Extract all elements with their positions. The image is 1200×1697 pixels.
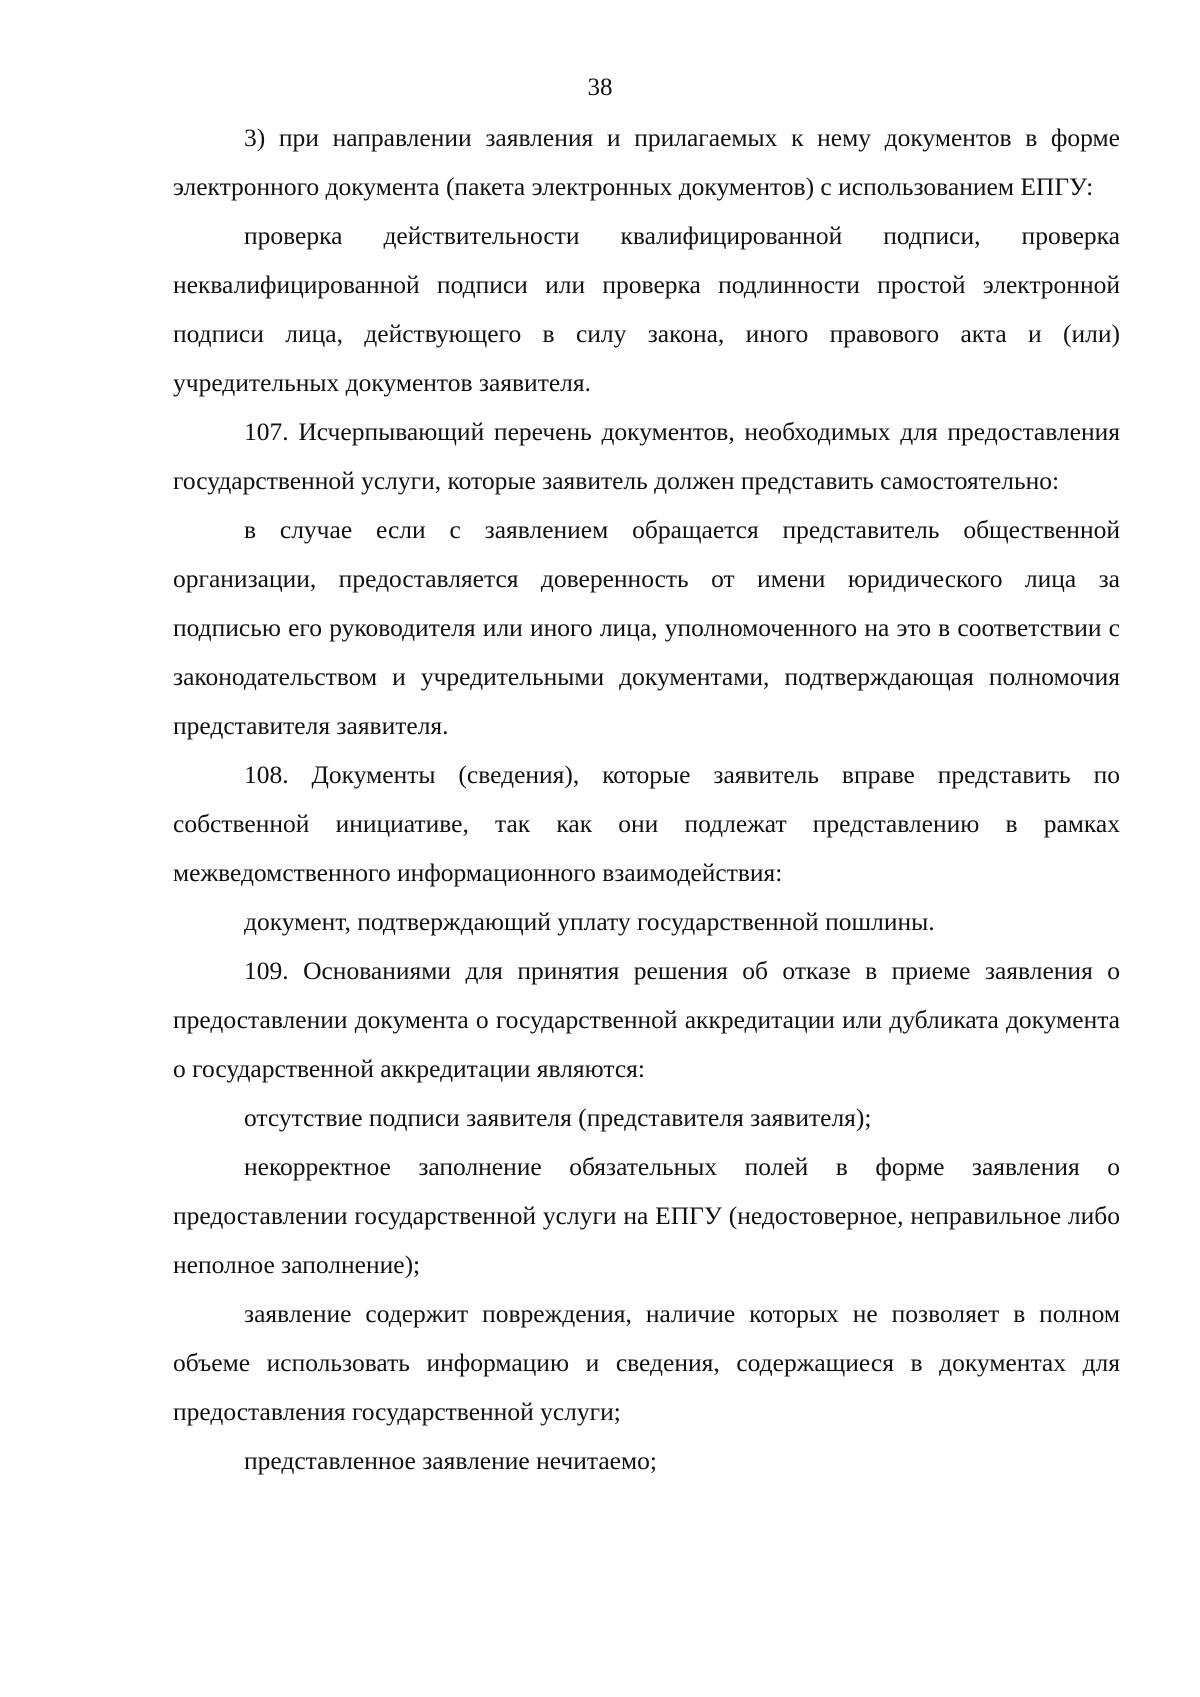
paragraph-missing-signature: отсутствие подписи заявителя (представителя заявителя); <box>244 1103 872 1132</box>
paragraph-signature-check: проверка действительности квалифицированной подписи, проверка неквалифицированной подписи или проверка подлинности простой электронной подписи лица, действующего в силу закона, иного правового акта и (или) учредительных документов заявителя. <box>173 221 1120 397</box>
document-body <box>173 113 1120 1485</box>
paragraph-107: 107. Исчерпывающий перечень документов, необходимых для предоставления государственной услуги, которые заявитель должен представить самостоятельно: <box>173 417 1120 495</box>
paragraph-state-duty: документ, подтверждающий уплату государственной пошлины. <box>244 907 935 936</box>
paragraph-power-of-attorney: в случае если с заявлением обращается представитель общественной организации, предоставляется доверенность от имени юридического лица за подписью его руководителя или иного лица, уполномоченного на это в соответствии с законодательством и учредительными документами, подтверждающая полномочия представителя заявителя. <box>173 515 1120 740</box>
paragraph-108: 108. Документы (сведения), которые заявитель вправе представить по собственной инициативе, так как они подлежат представлению в рамках межведомственного информационного взаимодействия: <box>173 760 1120 887</box>
paragraph-damaged-application: заявление содержит повреждения, наличие которых не позволяет в полном объеме использовать информацию и сведения, содержащиеся в документах для предоставления государственной услуги; <box>173 1299 1120 1426</box>
paragraph-incorrect-fields: некорректное заполнение обязательных полей в форме заявления о предоставлении государственной услуги на ЕПГУ (недостоверное, неправильное либо неполное заполнение); <box>173 1152 1120 1279</box>
paragraph-electronic-submission: 3) при направлении заявления и прилагаемых к нему документов в форме электронного документа (пакета электронных документов) с использованием ЕПГУ: <box>173 123 1120 201</box>
page-number: 38 <box>587 74 613 101</box>
paragraph-109: 109. Основаниями для принятия решения об отказе в приеме заявления о предоставлении документа о государственной аккредитации или дубликата документа о государственной аккредитации являются: <box>173 956 1120 1083</box>
paragraph-unreadable-application: представленное заявление нечитаемо; <box>244 1446 657 1475</box>
